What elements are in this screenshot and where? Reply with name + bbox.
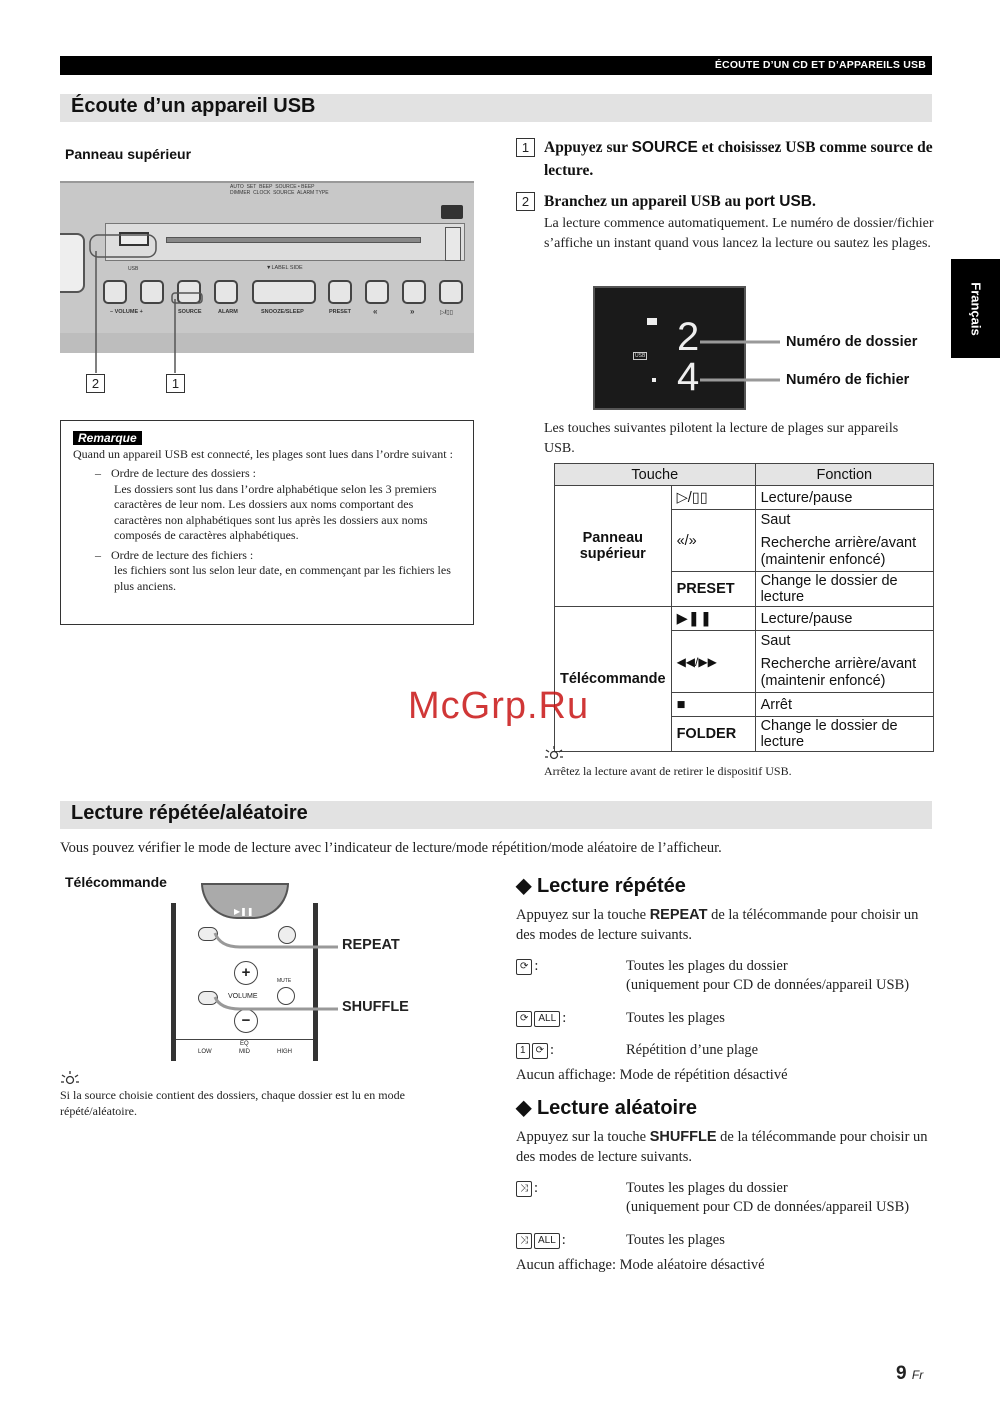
- remote-eq-label: EQ: [240, 1041, 249, 1047]
- shuffle-mode-desc: Toutes les plages du dossier: [626, 1180, 788, 1196]
- repeat-mode-desc: Répétition d’une plage: [626, 1042, 759, 1058]
- all-icon: ALL: [534, 1011, 560, 1027]
- table-group-remote: Télécommande: [555, 607, 672, 752]
- running-header: [60, 56, 932, 75]
- remote-play-label: ▶❚❚: [234, 907, 254, 916]
- step-1: [516, 136, 936, 182]
- usb-keys-table: [554, 463, 934, 752]
- panel-text-volume: – VOLUME +: [110, 309, 143, 315]
- shuffle-intro-text: Appuyez sur la touche SHUFFLE de la télécommande pour choisir un des modes de lecture suivants.: [516, 1129, 928, 1165]
- repeat-intro-text: Appuyez sur la touche REPEAT de la télécommande pour choisir un des modes de lecture suivants.: [516, 907, 919, 943]
- table-fn-preset: Change le dossier de lecture: [755, 572, 933, 607]
- repeat-intro: Vous pouvez vérifier le mode de lecture avec l’indicateur de lecture/mode répétition/mode aléatoire de l’afficheur.: [60, 840, 722, 856]
- step-2-number: 2: [516, 192, 535, 211]
- repeat-icon: ⟳: [516, 1011, 532, 1027]
- panel-text-prev: «: [373, 307, 378, 316]
- file-number-label: Numéro de fichier: [786, 372, 910, 388]
- shuffle-icon: ⤨: [516, 1233, 532, 1249]
- language-tab: [951, 259, 1000, 358]
- shuffle-key: SHUFFLE: [649, 1129, 717, 1145]
- panel-text-beep: BEEP: [259, 184, 273, 190]
- table-fn-skip: Saut: [760, 512, 791, 528]
- table-fn-remote-play-pause: Lecture/pause: [755, 607, 933, 631]
- remote-low-label: LOW: [198, 1049, 212, 1055]
- step-2-key: port USB: [744, 193, 812, 210]
- remote-eq-divider: [176, 1039, 313, 1040]
- section-title-repeat-text: Lecture répétée/aléatoire: [71, 802, 308, 824]
- repeat-mode-desc: Toutes les plages: [626, 1010, 725, 1026]
- note-item: – Ordre de lecture des fichiers : les fichiers sont lus selon leur date, en commençant par les fichiers les plus anciens.: [95, 548, 461, 595]
- remote-mute-label: MUTE: [277, 978, 292, 984]
- step-2-text-pre: Branchez un appareil USB au: [544, 193, 745, 210]
- section-title-repeat: [60, 801, 932, 829]
- panel-text-alarm-type: ALARM TYPE: [297, 190, 329, 196]
- table-fn-remote-search: Recherche arrière/avant (maintenir enfoncé): [760, 656, 917, 689]
- table-header-touche: Touche: [555, 464, 756, 486]
- running-header-title: ÉCOUTE D’UN CD ET D’APPAREILS USB: [714, 59, 926, 71]
- repeat-icon: ⟳: [516, 959, 532, 975]
- panel-text-set: SET: [246, 184, 257, 190]
- table-header-fonction: Fonction: [755, 464, 933, 486]
- panel-text-source-btn: SOURCE: [178, 309, 202, 315]
- repeat-mode-row: ⟳ :: [516, 957, 538, 976]
- repeat-mode-desc: Toutes les plages du dossier: [626, 958, 788, 974]
- repeat-none: Aucun affichage: Mode de répétition désactivé: [516, 1067, 788, 1083]
- panel-text-playpause: ▷/▯▯: [440, 310, 453, 316]
- note-intro: Quand un appareil USB est connecté, les plages sont lues dans l’ordre suivant :: [73, 446, 453, 461]
- shuffle-mode-row: ⤨ :: [516, 1179, 538, 1198]
- shuffle-icon: ⤨: [516, 1181, 532, 1197]
- note-item-text: Les dossiers sont lus dans l’ordre alphabétique selon les 3 premiers caractères de leur nom. Les dossiers aux noms comportant des caractères non alphabétiques sont lus après les dossiers aux noms composés de caractères alphabétiques.: [114, 481, 437, 542]
- remote-callout-lines: [210, 925, 340, 1020]
- table-key-skip: «/»: [671, 510, 755, 572]
- table-fn-play-pause: Lecture/pause: [755, 486, 933, 510]
- repeat-heading-text: Lecture répétée: [536, 875, 686, 897]
- section-title-usb-text: Écoute d’un appareil USB: [71, 95, 316, 117]
- tip-icon: [544, 745, 564, 763]
- panel-text-source: SOURCE: [273, 190, 295, 196]
- repeat-key: REPEAT: [649, 907, 708, 923]
- table-key-preset: PRESET: [671, 572, 755, 607]
- panel-text-alarm: ALARM: [218, 309, 238, 315]
- repeat-heading: ◆ Lecture répétée: [516, 875, 686, 897]
- step-1-text-post: et choisissez USB comme source de lecture.: [544, 139, 933, 179]
- note-item-title: Ordre de lecture des fichiers :: [111, 547, 254, 562]
- panel-text-next: »: [410, 307, 415, 316]
- table-key-folder: FOLDER: [671, 717, 755, 752]
- display-dot: [652, 378, 656, 382]
- repeat-mode-row: ⟳ ALL :: [516, 1009, 566, 1028]
- step-1-text-pre: Appuyez sur: [544, 139, 632, 156]
- note-item-text: les fichiers sont lus selon leur date, en commençant par les fichiers les plus anciens.: [114, 563, 451, 593]
- step-2-body: La lecture commence automatiquement. Le numéro de dossier/fichier s’affiche un instant quand vous lancez la lecture ou sautez les plages.: [544, 216, 934, 251]
- panel-text-source-beep: SOURCE • BEEP: [275, 184, 315, 190]
- panel-callout-lines: [60, 181, 474, 381]
- table-fn-remote-skip: Saut: [760, 633, 791, 649]
- remote-volume-up[interactable]: +: [234, 961, 258, 985]
- repeat-mode-row: 1 ⟳ :: [516, 1041, 554, 1060]
- note-item-title: Ordre de lecture des dossiers :: [111, 466, 256, 480]
- panel-text-preset: PRESET: [329, 309, 352, 315]
- panel-text-snooze: SNOOZE/SLEEP: [261, 309, 304, 315]
- display-callout-lines: [700, 330, 790, 390]
- panel-label: Panneau supérieur: [65, 146, 192, 162]
- step-2: [516, 190, 936, 254]
- step-2-text-post: .: [812, 193, 816, 210]
- step-1-number: 1: [516, 138, 535, 157]
- tip-icon: [60, 1070, 80, 1088]
- panel-text-dimmer: DIMMER: [230, 190, 251, 196]
- display-usb-tag: USB: [635, 353, 646, 359]
- display-file-digit: 4: [677, 355, 700, 399]
- panel-text-usb: USB: [128, 266, 139, 272]
- page-number-value: 9: [896, 1363, 907, 1384]
- table-fn-stop: Arrêt: [755, 693, 933, 717]
- remote-mid-label: MID: [239, 1049, 250, 1055]
- remote-volume-label: VOLUME: [228, 993, 258, 1000]
- section-title-usb: [60, 94, 932, 122]
- panel-text-auto: AUTO: [230, 184, 244, 190]
- repeat-mode-note: (uniquement pour CD de données/appareil USB): [626, 977, 910, 993]
- step-1-key: SOURCE: [631, 139, 698, 156]
- callout-2: 2: [86, 374, 105, 393]
- remote-repeat-label: REPEAT: [342, 937, 400, 953]
- repeat-tip-text: Si la source choisie contient des dossiers, chaque dossier est lu en mode répété/aléatoire.: [60, 1088, 405, 1118]
- callout-1: 1: [166, 374, 185, 393]
- shuffle-heading: ◆ Lecture aléatoire: [516, 1097, 698, 1119]
- shuffle-mode-desc: Toutes les plages: [626, 1232, 725, 1248]
- table-group-panel: Panneau supérieur: [555, 486, 672, 607]
- table-key-remote-play-pause: ▶❚❚: [671, 607, 755, 631]
- remote-volume-down[interactable]: −: [234, 1009, 258, 1033]
- repeat-icon: ⟳: [532, 1043, 548, 1059]
- folder-number-label: Numéro de dossier: [786, 334, 918, 350]
- all-icon: ALL: [534, 1233, 560, 1249]
- shuffle-none: Aucun affichage: Mode aléatoire désactivé: [516, 1257, 765, 1273]
- note-box: [60, 420, 474, 625]
- keys-intro: Les touches suivantes pilotent la lecture de plages sur appareils USB.: [544, 421, 899, 456]
- display-folder-digit: 2: [677, 315, 700, 359]
- usb-tip-text: Arrêtez la lecture avant de retirer le dispositif USB.: [544, 764, 792, 778]
- page-number: [896, 1363, 923, 1385]
- table-key-remote-skip: ◀◀/▶▶: [671, 631, 755, 693]
- shuffle-mode-row: ⤨ ALL :: [516, 1231, 566, 1250]
- page-lang: Fr: [911, 1368, 924, 1382]
- shuffle-mode-note: (uniquement pour CD de données/appareil USB): [626, 1199, 910, 1215]
- panel-text-label-side: ▼LABEL SIDE: [266, 265, 303, 271]
- shuffle-heading-text: Lecture aléatoire: [536, 1097, 698, 1119]
- table-fn-folder: Change le dossier de lecture: [755, 717, 933, 752]
- language-tab-label: Français: [968, 281, 983, 336]
- remote-high-label: HIGH: [277, 1049, 292, 1055]
- table-key-stop: ■: [671, 693, 755, 717]
- one-icon: 1: [516, 1043, 530, 1059]
- table-fn-search: Recherche arrière/avant (maintenir enfoncé): [760, 535, 917, 568]
- table-key-play-pause: ▷/▯▯: [671, 486, 755, 510]
- note-tag: Remarque: [73, 431, 142, 445]
- panel-text-clock: CLOCK: [253, 190, 271, 196]
- note-item: – Ordre de lecture des dossiers : Les dossiers sont lus dans l’ordre alphabétique selon les 3 premiers caractères de leur nom. Les dossiers aux noms comportant des caractères non alphabétiques sont lus après les dossiers aux noms composés de caractères alphabétiques.: [95, 466, 461, 544]
- remote-label: Télécommande: [65, 874, 167, 890]
- watermark: McGrp.Ru: [408, 685, 590, 727]
- folder-indicator-icon: [647, 318, 657, 325]
- remote-shuffle-label: SHUFFLE: [342, 999, 409, 1015]
